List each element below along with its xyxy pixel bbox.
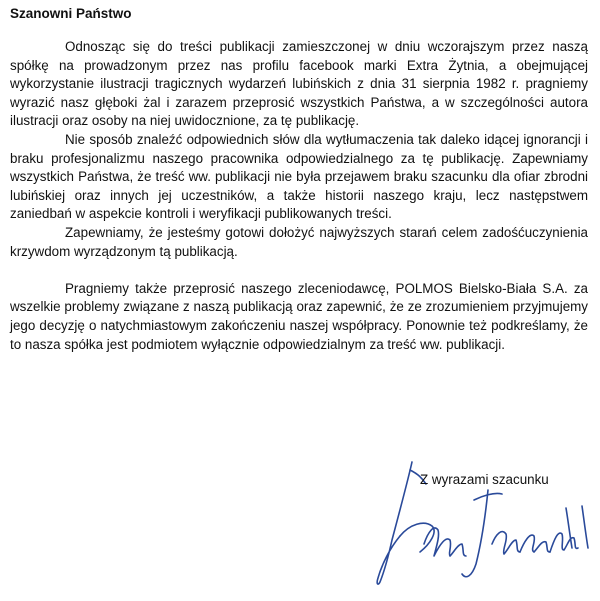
paragraph-1: Odnosząc się do treści publikacji zamieszczonej w dniu wczorajszym przez naszą spółkę na prowadzonym przez nas profilu facebook marki Extra Żytnia, a obejmującej wykorzystanie ilustracji tragicznych wydarzeń lubińskich z dnia 31 sierpnia 1982 r. pragniemy wyrazić nasz głęboki żal i zarazem przeprosić wszystkich Państwa, a w szczególności autora ilustracji oraz osoby na niej uwidocznione, za tę publikację. [10,39,588,129]
letter-body [10,38,588,354]
paragraph-2: Nie sposób znaleźć odpowiednich słów dla wytłumaczenia tak daleko idącej ignorancji i braku profesjonalizmu naszego pracownika odpowiedzialnego za tę publikację. Zapewniamy wszystkich Państwa, że treść ww. publikacji nie była przejawem braku szacunku dla ofiar zbrodni lubińskiej oraz innych jej uczestników, a także historii naszego kraju, lecz następstwem zaniedbań w aspekcie kontroli i weryfikacji publikowanych treści. [10,131,588,222]
paragraph-3: Zapewniamy, że jesteśmy gotowi dołożyć najwyższych starań celem zadośćuczynienia krzywdom wyrządzonym tą publikacją. [10,224,588,259]
handwritten-signature [370,440,598,590]
closing-line: Z wyrazami szacunku [420,472,549,487]
paragraph-4: Pragniemy także przeprosić naszego zleceniodawcę, POLMOS Bielsko-Biała S.A. za wszelkie problemy związane z naszą publikacją oraz zapewnić, że ze zrozumieniem przyjmujemy jego decyzję o natychmiastowym zakończeniu naszej współpracy. Ponownie też podkreślamy, że to nasza spółka jest podmiotem wyłącznie odpowiedzialnym za treść ww. publikacji. [10,280,588,352]
salutation: Szanowni Państwo [10,6,132,21]
